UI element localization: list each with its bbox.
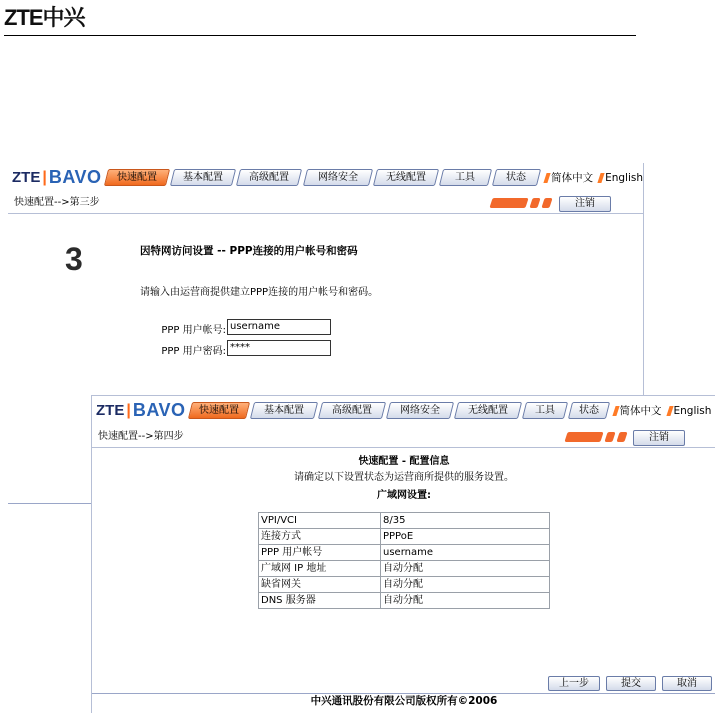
table-row — [259, 561, 550, 577]
tab-basic-config[interactable]: 基本配置 — [170, 169, 237, 186]
tab-network-security[interactable]: 网络安全 — [303, 169, 374, 186]
setting-name: 广域网 IP 地址 — [259, 561, 381, 577]
zte-bavo-logo: ZTE | BAVO — [12, 167, 102, 187]
setting-value: 自动分配 — [381, 593, 550, 609]
tab-quick-setup[interactable]: 快速配置 — [187, 402, 249, 419]
logout-button[interactable]: 注销 — [633, 430, 685, 446]
setting-value: 自动分配 — [381, 577, 550, 593]
progress-indicator-segment — [529, 198, 540, 208]
tab-advanced-config[interactable]: 高级配置 — [236, 169, 303, 186]
setting-name: VPI/VCI — [259, 513, 381, 529]
tab-status[interactable]: 状态 — [492, 169, 541, 186]
step-title: 因特网访问设置 -- PPP连接的用户帐号和密码 — [140, 245, 358, 257]
setting-name: 连接方式 — [259, 529, 381, 545]
setting-value: username — [381, 545, 550, 561]
tab-tools[interactable]: 工具 — [521, 402, 567, 419]
header-divider — [4, 35, 636, 36]
table-row — [259, 593, 550, 609]
lang-chinese-link[interactable]: 简体中文 — [614, 403, 662, 418]
progress-indicator-segment — [564, 432, 603, 442]
ppp-password-label: PPP 用户密码: — [161, 346, 226, 357]
ppp-account-input[interactable]: username — [227, 319, 331, 335]
lang-english-link[interactable]: English — [668, 405, 712, 417]
top-navigation — [8, 163, 643, 192]
progress-indicator-segment — [541, 198, 552, 208]
step4-window — [91, 395, 715, 713]
tab-quick-setup[interactable]: 快速配置 — [103, 169, 170, 186]
logout-button[interactable]: 注销 — [559, 196, 611, 212]
ppp-account-label: PPP 用户帐号: — [161, 325, 226, 336]
tab-basic-config[interactable]: 基本配置 — [249, 402, 317, 419]
confirm-text: 请确定以下设置状态为运营商所提供的服务设置。 — [294, 472, 514, 483]
tab-wireless-config[interactable]: 无线配置 — [453, 402, 521, 419]
wan-settings-title: 广域网设置: — [377, 490, 431, 501]
table-row — [259, 529, 550, 545]
setting-value: 自动分配 — [381, 561, 550, 577]
tab-status[interactable]: 状态 — [567, 402, 609, 419]
setting-name: DNS 服务器 — [259, 593, 381, 609]
setting-name: 缺省网关 — [259, 577, 381, 593]
submit-button[interactable]: 提交 — [606, 676, 656, 691]
wan-settings-table — [258, 512, 550, 609]
zte-bavo-logo: ZTE | BAVO — [96, 400, 186, 420]
setting-value: PPPoE — [381, 529, 550, 545]
instruction-text: 请输入由运营商提供建立PPP连接的用户帐号和密码。 — [140, 287, 379, 298]
step-number: 3 — [65, 241, 83, 277]
progress-indicator-segment — [604, 432, 615, 442]
breadcrumb: 快速配置-->第四步 — [98, 431, 184, 442]
tab-network-security[interactable]: 网络安全 — [385, 402, 453, 419]
tab-advanced-config[interactable]: 高级配置 — [317, 402, 385, 419]
ppp-password-input[interactable]: **** — [227, 340, 331, 356]
table-row — [259, 513, 550, 529]
breadcrumb-bar — [92, 427, 715, 448]
setting-value: 8/35 — [381, 513, 550, 529]
table-row — [259, 577, 550, 593]
breadcrumb: 快速配置-->第三步 — [14, 197, 100, 208]
progress-indicator-segment — [616, 432, 627, 442]
top-navigation — [92, 396, 715, 425]
setting-name: PPP 用户帐号 — [259, 545, 381, 561]
lang-english-link[interactable]: English — [599, 172, 643, 184]
zte-document-logo: ZTE中兴 — [4, 5, 85, 30]
prev-step-button[interactable]: 上一步 — [548, 676, 600, 691]
lang-chinese-link[interactable]: 简体中文 — [545, 170, 593, 185]
copyright-footer: 中兴通讯股份有限公司版权所有©2006 — [92, 693, 715, 713]
config-info-title: 快速配置 - 配置信息 — [358, 456, 450, 467]
breadcrumb-bar — [8, 193, 643, 214]
tab-tools[interactable]: 工具 — [439, 169, 492, 186]
cancel-button[interactable]: 取消 — [662, 676, 712, 691]
table-row — [259, 545, 550, 561]
tab-wireless-config[interactable]: 无线配置 — [373, 169, 440, 186]
progress-indicator-segment — [489, 198, 528, 208]
